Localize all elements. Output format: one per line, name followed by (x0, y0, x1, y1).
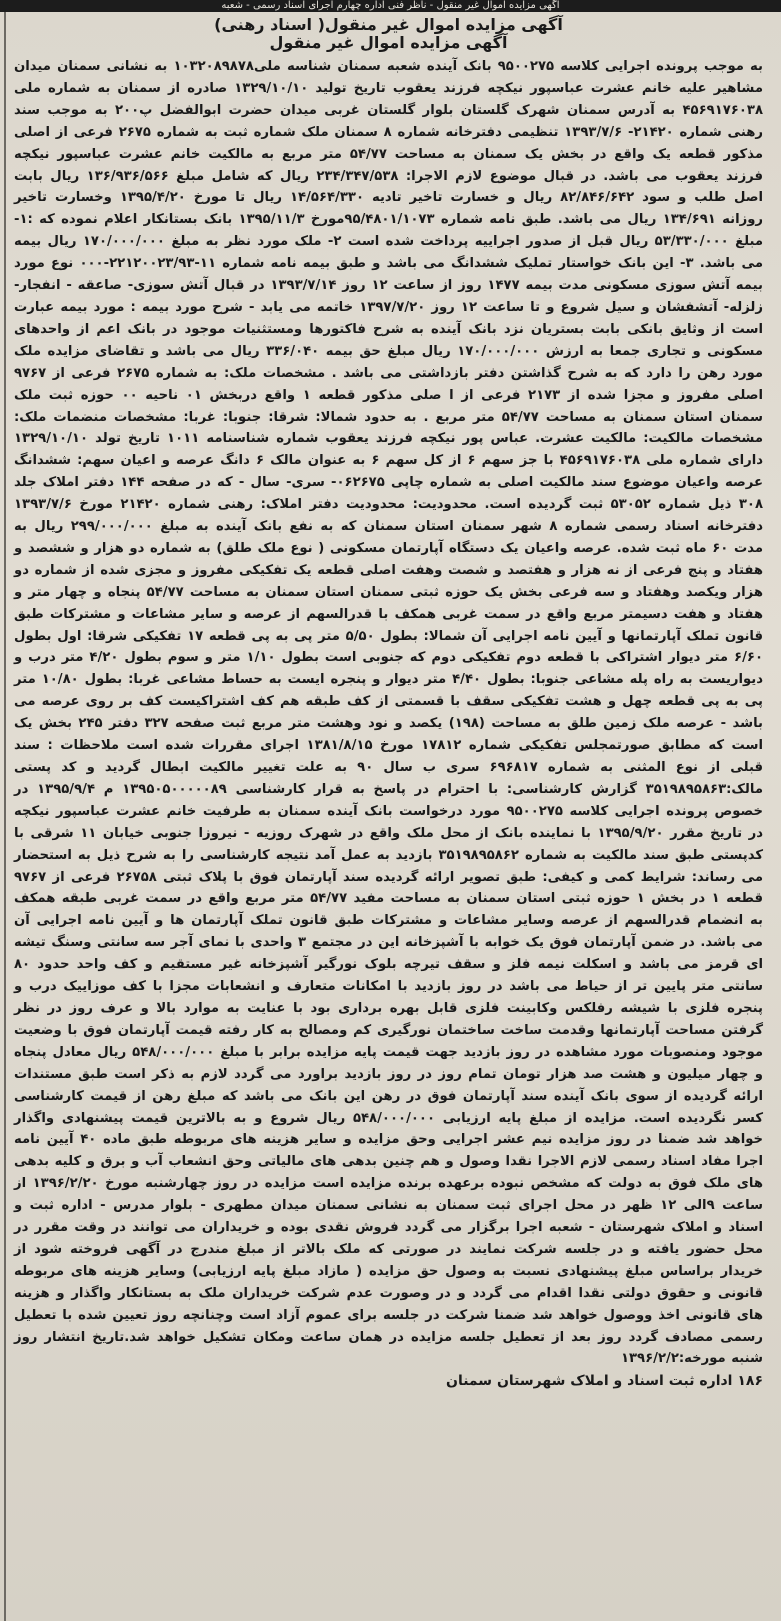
notice-title: آگهی مزایده اموال غیر منقول( اسناد رهنی) (214, 15, 563, 34)
issuer-signature: ۱۸۶ اداره ثبت اسناد و املاک شهرستان سمنان (446, 1373, 763, 1390)
column-divider (4, 12, 6, 1621)
top-header-strip: آگهی مزایده اموال غیر منقول - ناظر فنی اداره چهارم اجرای اسناد رسمی - شعبه (0, 0, 781, 12)
notice-subtitle: آگهی مزایده اموال غیر منقول (269, 33, 508, 52)
notice-body: به موجب پرونده اجرایی کلاسه ۹۵۰۰۲۷۵ بانک آینده شعبه سمنان شناسه ملی۱۰۳۲۰۸۹۸۷۸ به نشانی سمنان میدان مشاهیر علیه خانم عشرت عباسپور نیکچه فرزند یعقوب تاریخ تولید ۱۳۲۹/۱۰/۱۰ صادره از سمنان به شماره ملی ۴۵۶۹۱۷۶۰۳۸ به آدرس سمنان شهرک گلستان بلوار گلستان غربی میدان حضرت ابوالفضل پ۲۰۰ به موجب سند رهنی شماره ۲۱۴۲۰- ۱۳۹۳/۷/۶ تنظیمی دفترخانه شماره ۸ سمنان ملک شماره ثبت به شماره ۲۶۷۵ فرعی از اصلی مذکور قطعه یک واقع در بخش یک سمنان به مساحت ۵۴/۷۷ متر مربع به مالکیت خانم عشرت عباسپور نیکچه فرزند یعقوب می باشد. در قبال موضوع لازم الاجرا: ۲۳۴/۳۴۷/۵۳۸ ریال که شامل مبلغ ۱۳۶/۹۳۶/۵۶۶ ریال بابت اصل طلب و سود ۸۲/۸۴۶/۶۴۲ ریال و خسارت تاخیر تادیه ۱۴/۵۶۴/۳۳۰ ریال تا مورخ ۱۳۹۵/۴/۲۰ وخسارت تاخیر روزانه ۱۳۴/۶۹۱ ریال می باشد. طبق نامه شماره ۹۵/۴۸۰۱/۱۰۷۳مورخ ۱۳۹۵/۱۱/۳ بانک بستانکار اعلام نموده که :۱- مبلغ ۵۳/۳۳۰/۰۰۰ ریال قبل از صدور اجراییه پرداخت شده است ۲- ملک مورد نظر به مبلغ ۱۷۰/۰۰۰/۰۰۰ ریال بیمه می باشد. ۳- این بانک خواستار تملیک ششدانگ می باشد و طبق بیمه نامه شماره ۱۱-۲۲۱۲۰۰۲۳/۹۳-۰۰۰ نوع مورد بیمه آتش سوزی مسکونی مدت بیمه ۱۴۷۷ روز از ساعت ۱۲ روز ۱۳۹۳/۷/۱۴ در قبال آتش سوزی- صاعقه - انفجار- زلزله- آتشفشان و سیل شروع و تا ساعت ۱۲ روز ۱۳۹۷/۷/۲۰ خاتمه می یابد - شرح مورد بیمه : مورد بیمه عبارت است از وثایق بانکی بابت بستریان نزد بانک آینده به شرح فاکتورها ومستثنیات موجود در بانک اعم از واحدهای مسکونی و تجاری جمعا به ارزش ۱۷۰/۰۰۰/۰۰۰ ریال مبلغ حق بیمه ۳۳۶/۰۴۰ ریال می باشد و تقاضای مزایده ملک مورد رهن را دارد که به شرح گذاشتن دفتر بازداشتی می باشد . مشخصات ملک: به شماره ۲۶۷۵ فرعی از ۹۷۶۷ اصلی مفروز و مجزا شده از ۲۱۷۳ فرعی از ا صلی مذکور قطعه ۱ واقع دربخش ۰۱ ناحیه ۰۰ حوزه ثبت ملک سمنان استان سمنان به مساحت ۵۴/۷۷ متر مربع . به حدود شمالا: شرقا: جنوبا: غربا: مشخصات منضمات ملک: مشخصات مالکیت: مالکیت عشرت. عباس پور نیکچه فرزند یعقوب شماره شناسنامه ۱۰۱۱ تاریخ تولد ۱۳۲۹/۱۰/۱۰ دارای شماره ملی ۴۵۶۹۱۷۶۰۳۸ با جز سهم ۶ از کل سهم ۶ به عنوان مالک ۶ دانگ عرصه و اعیان سهم: ششدانگ عرصه واعیان موضوع سند مالکیت اصلی به شماره چاپی ۰۶۲۶۷۵- سری- سال - که در صفحه ۱۴۴ دفتر املاک جلد ۳۰۸ ذیل شماره ۵۳۰۵۲ ثبت گردیده است. محدودیت: محدودیت دفتر املاک: رهنی شماره ۲۱۴۲۰ مورخ ۱۳۹۳/۷/۶ دفترخانه اسناد رسمی شماره ۸ شهر سمنان استان سمنان که به نفع بانک آینده به مبلغ ۲۹۹/۰۰۰/۰۰۰ ریال به مدت ۶۰ ماه ثبت شده. عرصه واعیان یک دستگاه آپارتمان مسکونی ( نوع ملک طلق) به شماره دو هزار و ششصد و هفتاد و پنج فرعی از نه هزار و هفتصد و شصت وهفت اصلی قطعه یک تفکیکی مفروز و مجزی شده از شماره دو هزار ویکصد وهفتاد و سه فرعی بخش یک حوزه ثبتی سمنان استان سمنان به مساحت ۵۴/۷۷ پنجاه و چهار متر و هفتاد و هفت دسیمتر مربع واقع در سمت غربی همکف با قدرالسهم از عرصه و سایر مشاعات و مشترکات طبق قانون تملک آپارتمانها و آیین نامه اجرایی آن شمالا: بطول ۵/۵۰ متر پی به پی قطعه ۱۷ تفکیکی شرقا: اول بطول ۶/۶۰ متر دیوار اشتراکی با قطعه دوم تفکیکی دوم که جنوبی است بطول ۱/۱۰ متر و سوم بطول ۴/۲۰ متر درب و دیواریست به راه پله مشاعی جنوبا: بطول ۴/۴۰ متر دیوار و پنجره ایست به حساط مشاعی غربا: بطول ۱۰/۸۰ متر پی به پی قطعه چهل و هشت تفکیکی سقف با قسمتی از کف طبقه هم کف اشتراکیست کف بر روی عرصه می باشد - عرصه ملک زمین طلق به مساحت (۱۹۸) یکصد و نود وهشت متر مربع ثبت صفحه ۳۲۷ دفتر ۲۴۵ بخش یک است که مطابق صورتمجلس تفکیکی شماره ۱۷۸۱۲ مورخ ۱۳۸۱/۸/۱۵ اجرای مقررات شده است ملاحظات : سند قبلی از نوع المثنی به شماره ۶۹۶۸۱۷ سری ب سال ۹۰ به علت تغییر مالکیت ابطال گردید و کد پستی مالک:۳۵۱۹۸۹۵۸۶۳ گزارش کارشناسی: با احترام در پاسخ به قرار کارشناسی ۱۳۹۵۰۵۰۰۰۰۰۸۹ م ۱۳۹۵/۹/۴ در خصوص پرونده اجرایی کلاسه ۹۵۰۰۲۷۵ مورد درخواست بانک آینده سمنان به طرفیت خانم عشرت عباسپور نیکچه در تاریخ مقرر ۱۳۹۵/۹/۲۰ با نماینده بانک از محل ملک واقع در شهرک روزیه - نیروزا جنوبی خیابان ۱۱ شرقی با کدپستی طبق سند مالکیت به شماره ۳۵۱۹۸۹۵۸۶۲ بازدید به عمل آمد نتیجه کارشناسی را به شرح ذیل به استحضار می رساند: شرایط کمی و کیفی: طبق تصویر ارائه گردیده سند آپارتمان فوق با پلاک ثبتی ۲۶۷۵۸ فرعی از ۹۷۶۷ قطعه ۱ در بخش ۱ حوزه ثبتی استان سمنان به مساحت مفید ۵۴/۷۷ متر مربع واقع در سمت غربی طبقه همکف به انضمام قدرالسهم از عرصه وسایر مشاعات و مشترکات طبق قانون تملک آپارتمان ها و آیین نامه اجرایی آن می باشد. در ضمن آپارتمان فوق یک خوابه با آشپزخانه این در مجتمع ۳ واحدی با نمای آجر سه سانتی وسنگ تیشه ای قرمز می باشد و اسکلت نیمه فلز و سقف تیرچه بلوک نورگیر آشپزخانه غیر مستقیم و کف واحد حدود ۸۰ سانتی متر پایین تر از حیاط می باشد در روز بازدید با امکانات متعارف و انشعابات مجزا با کف موزاییک درب و پنجره فلزی با شیشه رفلکس وکابینت فلزی قابل بهره برداری بود با عنایت به موارد بالا و عرف روز در نظر گرفتن مساحت آپارتمانها وقدمت ساخت ساختمان نورگیری کم ومصالح به کار رفته قیمت آپارتمان فوق با وضعیت موجود ومنصوبات مورد مشاهده در روز بازدید جهت قیمت پایه مزایده برابر با مبلغ ۵۴۸/۰۰۰/۰۰۰ ریال معادل پنجاه و چهار میلیون و هشت صد هزار تومان تمام روز در روز بازدید براورد می گردد لازم به ذکر است طبق مستندات ارائه گردیده از سوی بانک آینده سند آپارتمان فوق در رهن این بانک می باشد که مبلغ رهن از قیمت کارشناسی کسر نگردیده است. مزایده از مبلغ پایه ارزیابی ۵۴۸/۰۰۰/۰۰۰ ریال شروع و به بالاترین قیمت پیشنهادی واگذار خواهد شد ضمنا در روز مزایده نیم عشر اجرایی وحق مزایده و سایر هزینه های مربوطه طبق ماده ۴۰ آیین نامه اجرا مفاد اسناد رسمی لازم الاجرا نقدا وصول و هم چنین بدهی های مالیاتی وحق انشعاب آب و برق و کلیه بدهی های ملک فوق به دولت که مشخص نبوده برعهده برنده مزایده است مزایده در روز چهارشنبه مورخ ۱۳۹۶/۲/۲۰ از ساعت ۹الی ۱۲ ظهر در محل اجرای ثبت سمنان به نشانی سمنان میدان مطهری - بلوار مدرس - اداره ثبت و اسناد و املاک شهرستان - شعبه اجرا برگزار می گردد فروش نقدی بوده و خریداران می توانند در وقت مقرر در محل حضور یافته و در جلسه شرکت نمایند در صورتی که ملک بالاتر از مبلغ مندرج در آگهی فروخته شود از خریدار براساس مبلغ پیشنهادی نسبت به وصول حق مزایده ( مازاد مبلغ پایه ارزیابی) وسایر هزینه های مربوطه قانونی و حقوق دولتی نقدا اقدام می گردد و در وصورت عدم شرکت خریداران ملک به بستانکار واگذار و هزینه های قانونی اخذ ووصول خواهد شد ضمنا شرکت در جلسه برای عموم آزاد است وچنانچه روز تعیین شده با تعطیل رسمی مصادف گردد روز بعد از تعطیل جلسه مزایده در همان ساعت ومکان تشکیل خواهد شد.تاریخ انتشار روز شنبه مورخه:۱۳۹۶/۲/۲ (14, 59, 764, 1367)
